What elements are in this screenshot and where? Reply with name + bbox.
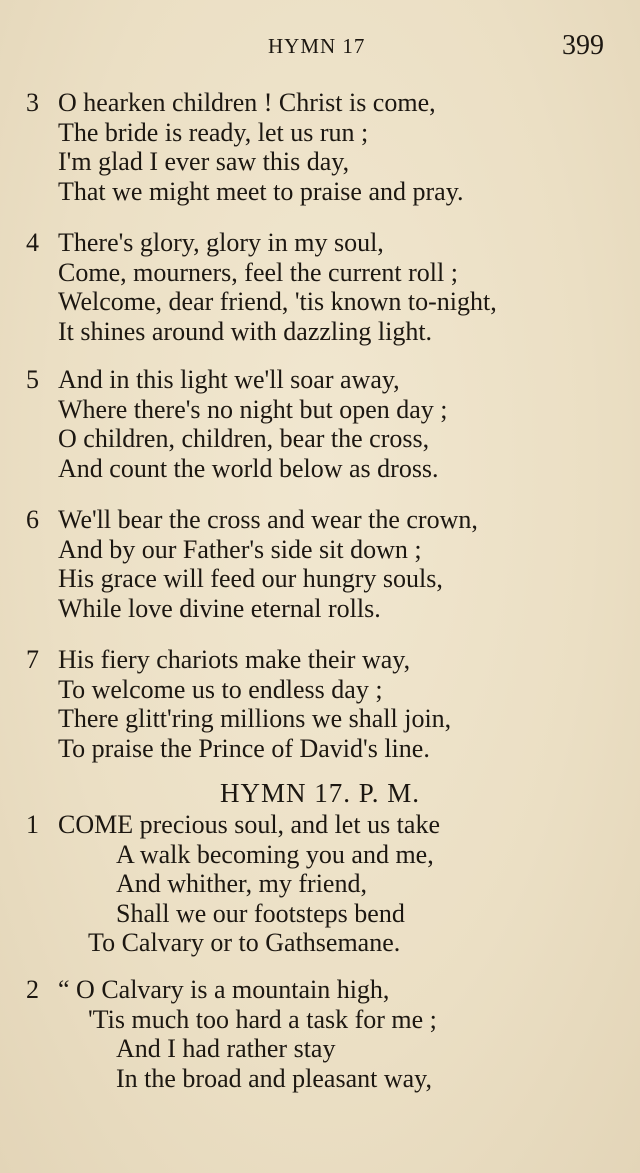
- hymn-heading: HYMN 17. P. M.: [219, 778, 421, 808]
- verse-line: There glitt'ring millions we shall join,: [58, 704, 452, 733]
- stanza-3: [26, 88, 464, 206]
- verse-line: “ O Calvary is a mountain high,: [58, 975, 390, 1004]
- verse-line: O hearken children ! Christ is come,: [58, 88, 436, 117]
- stanza-number: 1: [26, 810, 39, 839]
- verse-line: His fiery chariots make their way,: [58, 645, 411, 674]
- verse-line: Come, mourners, feel the current roll ;: [58, 257, 458, 287]
- verse-line: COME precious soul, and let us take: [58, 810, 440, 839]
- verse-line: Welcome, dear friend, 'tis known to-night,: [58, 287, 497, 316]
- running-title: HYMN 17: [268, 34, 366, 58]
- verse-line: I'm glad I ever saw this day,: [58, 147, 350, 176]
- page-header: [0, 30, 640, 70]
- verse-line: It shines around with dazzling light.: [58, 316, 433, 346]
- verse-line: And I had rather stay: [116, 1034, 336, 1063]
- verse-line: The bride is ready, let us run ;: [58, 117, 369, 147]
- verse-line: That we might meet to praise and pray.: [58, 176, 464, 206]
- verse-line: His grace will feed our hungry souls,: [58, 564, 443, 593]
- verse-line: To praise the Prince of David's line.: [58, 733, 430, 763]
- verse-line: And count the world below as dross.: [58, 453, 439, 483]
- stanza-number: 5: [26, 365, 39, 394]
- stanza-7: [26, 645, 451, 763]
- stanza-number: 7: [26, 645, 39, 674]
- verse-line: And whither, my friend,: [116, 869, 367, 898]
- verse-line: To Calvary or to Gathsemane.: [88, 928, 401, 957]
- verse-line: We'll bear the cross and wear the crown,: [58, 505, 478, 534]
- verse-line: Where there's no night but open day ;: [58, 394, 448, 424]
- stanza-1: [26, 810, 440, 958]
- stanza-5: [26, 365, 448, 483]
- verse-line: And in this light we'll soar away,: [58, 365, 400, 394]
- verse-line: And by our Father's side sit down ;: [58, 534, 422, 564]
- verse-line: A walk becoming you and me,: [116, 839, 434, 869]
- verse-line: O children, children, bear the cross,: [58, 424, 430, 453]
- stanza-6: [26, 505, 478, 623]
- stanza-2: [26, 975, 437, 1093]
- stanza-4: [26, 228, 497, 346]
- stanza-number: 3: [26, 88, 39, 117]
- page-number: 399: [562, 30, 604, 61]
- verse-line: Shall we our footsteps bend: [116, 898, 405, 928]
- stanza-number: 2: [26, 975, 39, 1004]
- stanza-number: 6: [26, 505, 39, 534]
- verse-line: 'Tis much too hard a task for me ;: [88, 1004, 437, 1034]
- stanza-number: 4: [26, 228, 39, 257]
- verse-line: In the broad and pleasant way,: [116, 1063, 432, 1093]
- verse-line: There's glory, glory in my soul,: [58, 228, 384, 257]
- verse-line: To welcome us to endless day ;: [58, 674, 383, 704]
- verse-line: While love divine eternal rolls.: [58, 593, 381, 623]
